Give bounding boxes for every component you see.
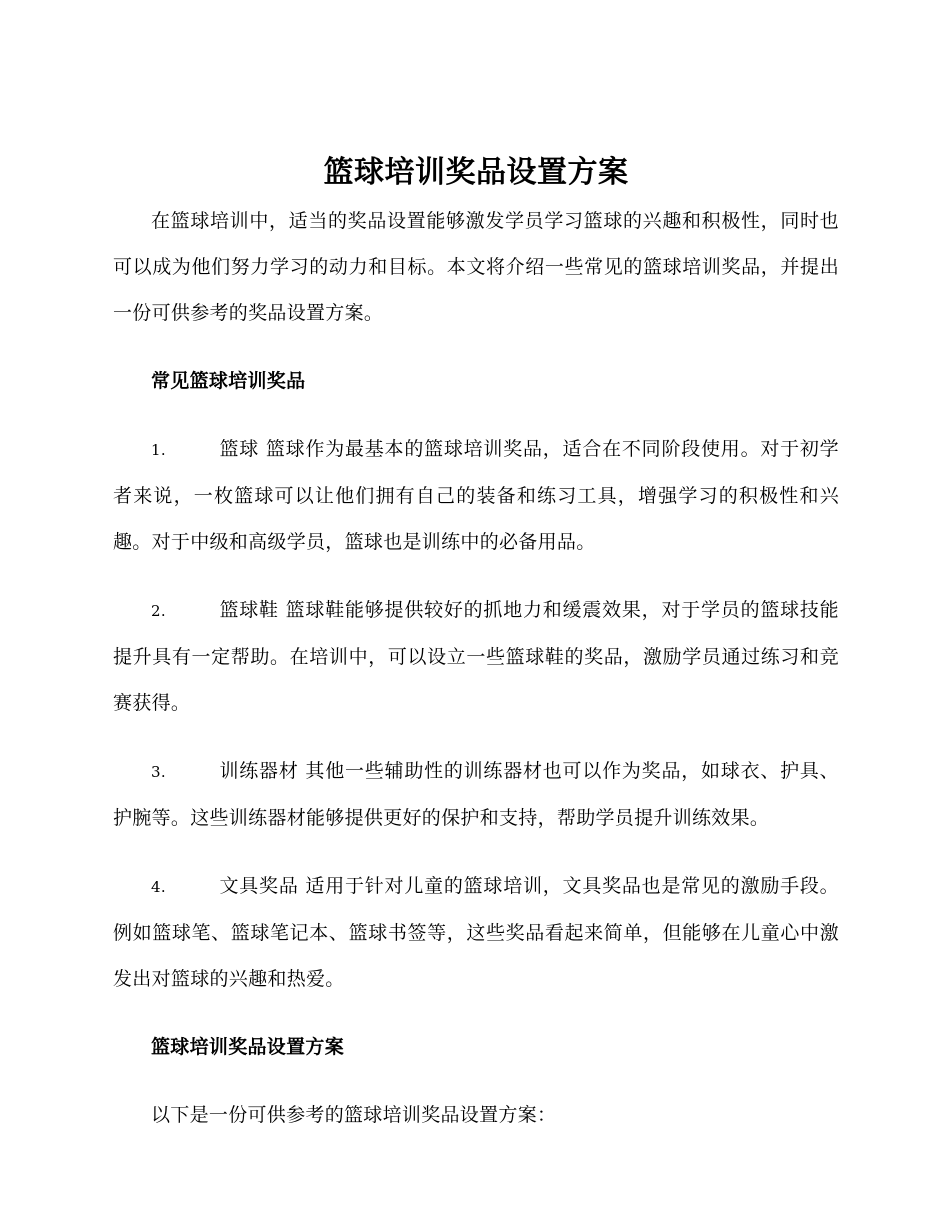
list-item-number: 2. <box>151 602 166 620</box>
list-item-text: 篮球鞋 篮球鞋能够提供较好的抓地力和缓震效果，对于学员的篮球技能提升具有一定帮助。在培训中，可以设立一些篮球鞋的奖品，激励学员通过练习和竞赛获得。 <box>113 599 839 714</box>
section-heading-prize-plan: 篮球培训奖品设置方案 <box>151 1036 345 1058</box>
list-item-text: 文具奖品 适用于针对儿童的篮球培训，文具奖品也是常见的激励手段。例如篮球笔、篮球笔记本、篮球书签等，这些奖品看起来简单，但能够在儿童心中激发出对篮球的兴趣和热爱。 <box>113 875 839 990</box>
intro-paragraph: 在篮球培训中，适当的奖品设置能够激发学员学习篮球的兴趣和积极性，同时也可以成为他们努力学习的动力和目标。本文将介绍一些常见的篮球培训奖品，并提出一份可供参考的奖品设置方案。 <box>113 210 839 324</box>
list-item <box>113 863 839 1002</box>
list-item <box>113 587 839 726</box>
list-item <box>113 426 839 565</box>
list-item-text: 训练器材 其他一些辅助性的训练器材也可以作为奖品，如球衣、护具、护腕等。这些训练器材能够提供更好的保护和支持，帮助学员提升训练效果。 <box>113 760 839 829</box>
list-item <box>113 748 839 841</box>
list-item-number: 1. <box>151 441 166 459</box>
document-title: 篮球培训奖品设置方案 <box>323 155 629 190</box>
plan-intro-paragraph: 以下是一份可供参考的篮球培训奖品设置方案： <box>151 1104 557 1126</box>
section-heading-common-prizes: 常见篮球培训奖品 <box>151 370 306 392</box>
document-page <box>113 150 839 1138</box>
list-item-number: 4. <box>151 878 166 896</box>
list-item-text: 篮球 篮球作为最基本的篮球培训奖品，适合在不同阶段使用。对于初学者来说，一枚篮球可以让他们拥有自己的装备和练习工具，增强学习的积极性和兴趣。对于中级和高级学员，篮球也是训练中的必备用品。 <box>113 438 839 553</box>
list-item-number: 3. <box>151 763 166 781</box>
